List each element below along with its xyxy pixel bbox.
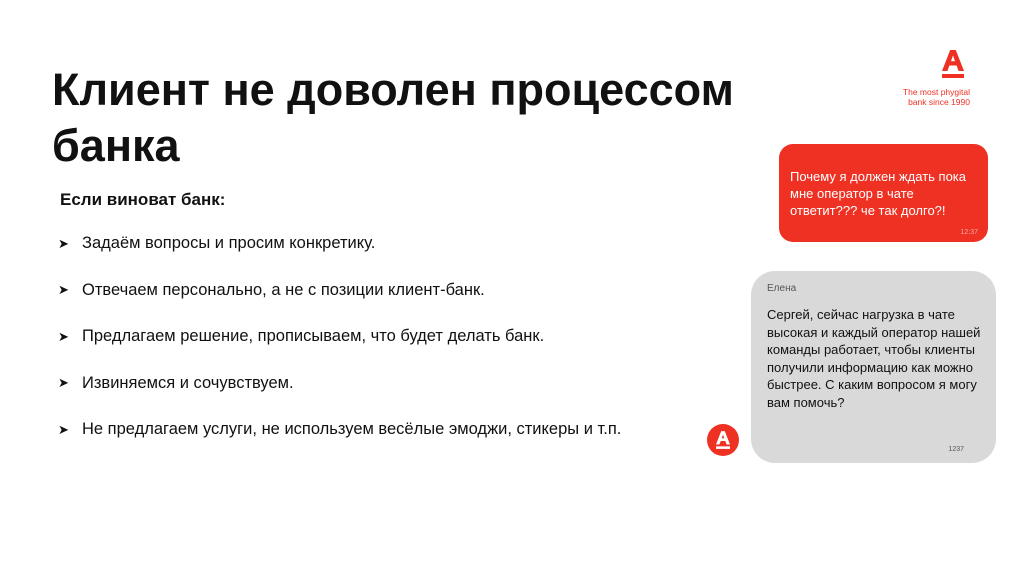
arrowhead-bullet-icon: ➤ — [58, 421, 69, 437]
brand-logo — [860, 50, 972, 110]
arrowhead-bullet-icon: ➤ — [58, 375, 69, 390]
operator-avatar — [707, 424, 739, 456]
list-item: ➤ Отвечаем персонально, а не с позиции клиент-банк. — [58, 280, 485, 299]
operator-message-bubble — [751, 271, 996, 463]
brand-tagline: The most phygital bank since 1990 — [902, 87, 970, 107]
arrowhead-bullet-icon: ➤ — [58, 282, 69, 297]
slide-title: Клиент не доволен процессом банка — [52, 64, 734, 171]
operator-name: Елена — [767, 283, 797, 294]
operator-message-text: Сергей, сейчас нагрузка в чате высокая и каждый оператор нашей команды работает, чтобы клиенты получили информацию как можно быстрее. С каким вопросом я могу вам помочь? — [767, 307, 981, 410]
client-message-time: 12:37 — [960, 229, 978, 236]
client-message-bubble — [779, 144, 988, 242]
client-message-text: Почему я должен ждать пока мне оператор в чате ответит??? че так долго?! — [790, 169, 967, 218]
list-item: ➤ Не предлагаем услуги, не используем весёлые эмоджи, стикеры и т.п. — [58, 420, 622, 438]
alfa-logo-icon — [942, 50, 964, 78]
section-heading: Если виноват банк: — [60, 190, 226, 209]
arrowhead-bullet-icon: ➤ — [58, 328, 69, 344]
arrowhead-bullet-icon: ➤ — [58, 235, 69, 251]
list-item: ➤ Задаём вопросы и просим конкретику. — [58, 234, 376, 252]
list-item: ➤ Предлагаем решение, прописываем, что будет делать банк. — [58, 327, 545, 345]
bullet-list — [58, 232, 738, 465]
list-item: ➤ Извиняемся и сочувствуем. — [58, 373, 294, 392]
operator-message-time: 1237 — [948, 446, 964, 453]
alfa-logo-icon — [716, 431, 730, 449]
